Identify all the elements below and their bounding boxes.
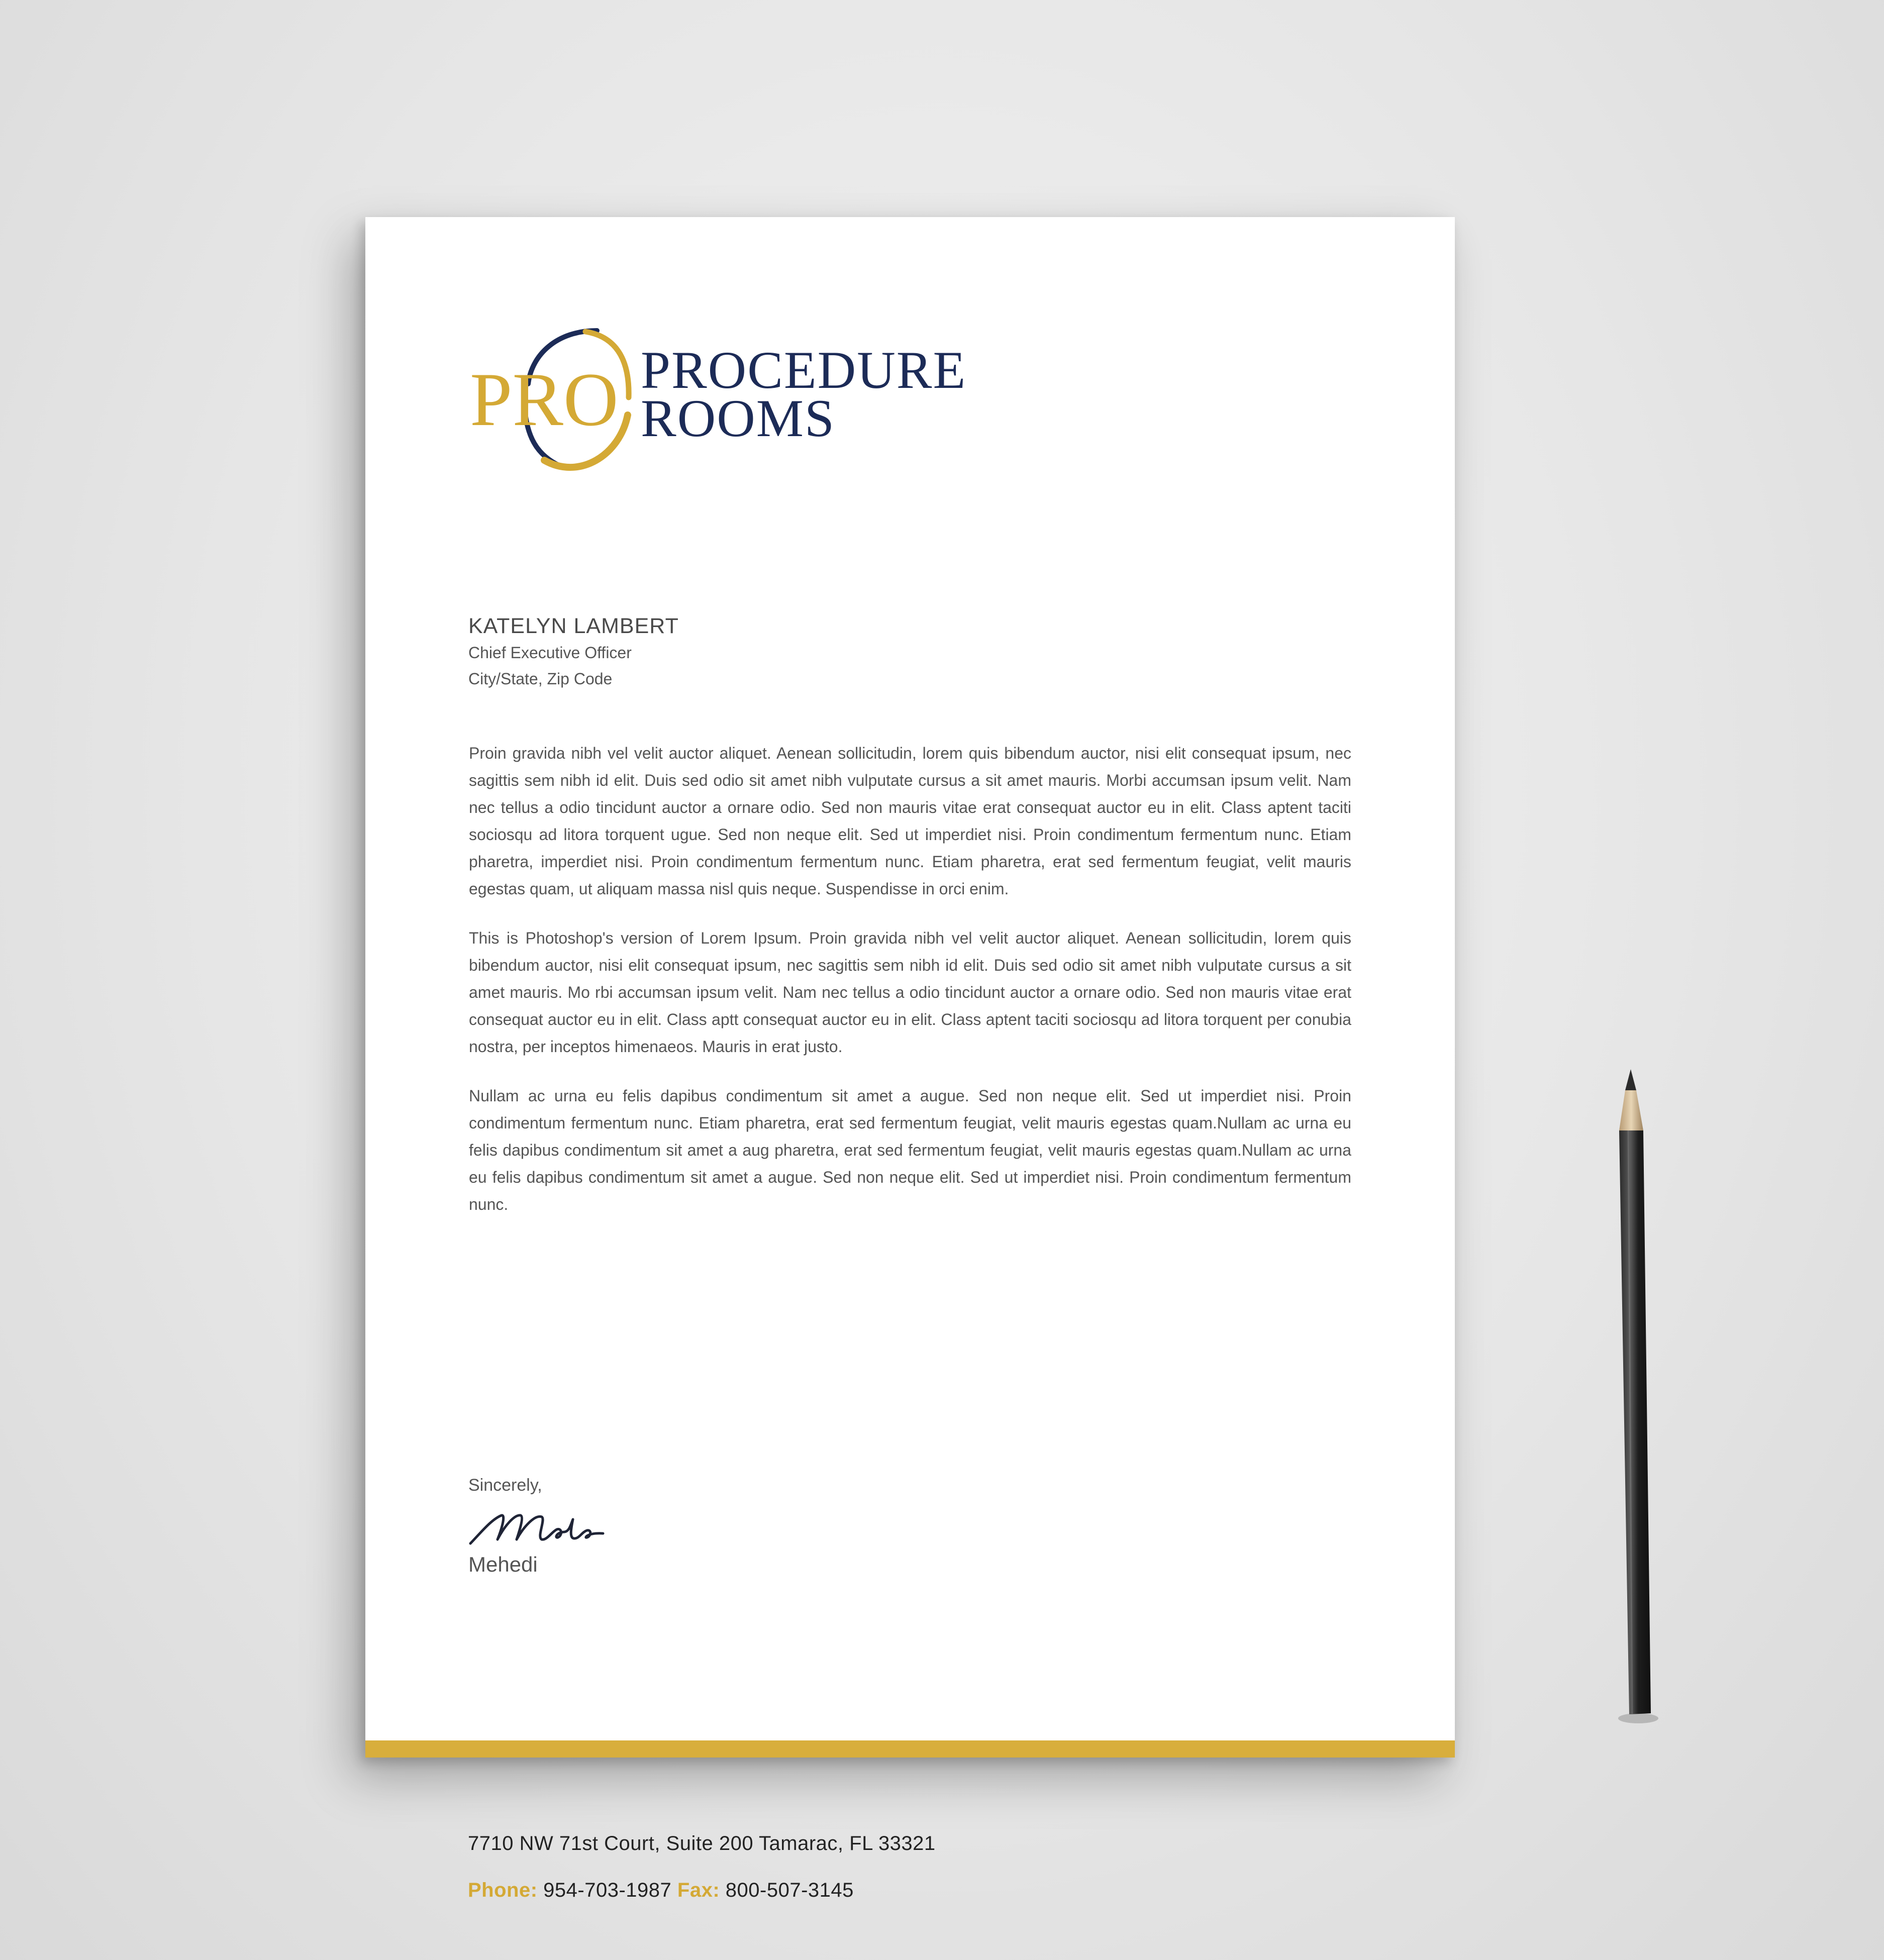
letterhead-paper	[365, 217, 1455, 1901]
letter-body	[469, 740, 1351, 1240]
footer-stripe	[365, 1740, 1455, 1758]
phone-number: 954-703-1987	[543, 1879, 672, 1901]
logo-name-line1: PROCEDURE	[641, 341, 967, 399]
sender-location: City/State, Zip Code	[468, 670, 613, 688]
fax-label: Fax:	[677, 1879, 720, 1901]
closing-block	[468, 1476, 607, 1577]
handwritten-signature	[466, 1504, 607, 1550]
closing-word: Sincerely,	[468, 1476, 542, 1495]
sender-block	[468, 614, 679, 696]
company-logo	[469, 325, 981, 475]
logo-monogram: PRO	[470, 357, 619, 442]
footer-contact	[468, 1832, 936, 1902]
body-paragraph-1: Proin gravida nibh vel velit auctor aliquet. Aenean sollicitudin, lorem quis bibendum auctor, nisi elit consequat ipsum, nec sagittis sem nibh id elit. Duis sed odio sit amet nibh vulputate cursus a sit amet mauris. Morbi accumsan ipsum velit. Nam nec tellus a odio tincidunt auctor a ornare odio. Sed non mauris vitae erat consequat auctor eu in elit. Class aptent taciti sociosqu ad litora torquent ugue. Sed non neque elit. Sed ut imperdiet nisi. Proin condimentum fermentum nunc. Etiam pharetra, imperdiet nisi. Proin condimentum fermentum nunc. Etiam pharetra, erat sed fermentum feugiat, velit mauris egestas quam, ut aliquam massa nisl quis neque. Suspendisse in orci enim.	[469, 744, 1351, 898]
logo-name-line2: ROOMS	[641, 389, 836, 448]
footer-address: 7710 NW 71st Court, Suite 200 Tamarac, FL 33321	[468, 1832, 936, 1854]
phone-label: Phone:	[468, 1879, 538, 1901]
sender-title: Chief Executive Officer	[468, 644, 632, 662]
pencil-image	[1603, 1065, 1663, 1728]
footer-phone-fax	[468, 1879, 936, 1902]
sender-name: KATELYN LAMBERT	[468, 614, 679, 638]
signer-name: Mehedi	[468, 1553, 538, 1576]
body-paragraph-3: Nullam ac urna eu felis dapibus condimentum sit amet a augue. Sed non neque elit. Sed ut imperdiet nisi. Proin condimentum fermentum nunc. Etiam pharetra, erat sed fermentum feugiat, velit mauris egestas quam.Nullam ac urna eu felis dapibus condimentum sit amet a aug pharetra, erat sed fermentum feugiat, velit mauris egestas quam.Nullam ac urna eu felis dapibus condimentum sit amet a augue. Sed non neque elit. Sed ut imperdiet nisi. Proin condimentum fermentum nunc.	[469, 1087, 1351, 1213]
fax-number: 800-507-3145	[725, 1879, 854, 1901]
body-paragraph-2: This is Photoshop's version of Lorem Ipsum. Proin gravida nibh vel velit auctor aliquet. Aenean sollicitudin, lorem quis bibendum auctor, nisi elit consequat ipsum, nec sagittis sem nibh id elit. Duis sed odio sit amet nibh vulputate cursus a sit amet mauris. Mo rbi accumsan ipsum velit. Nam nec tellus a odio tincidunt auctor a ornare odio. Sed non mauris vitae erat consequat auctor eu in elit. Class aptt consequat auctor eu in elit. Class aptent taciti sociosqu ad litora torquent per conubia nostra, per inceptos himenaeos. Mauris in erat justo.	[469, 929, 1351, 1056]
